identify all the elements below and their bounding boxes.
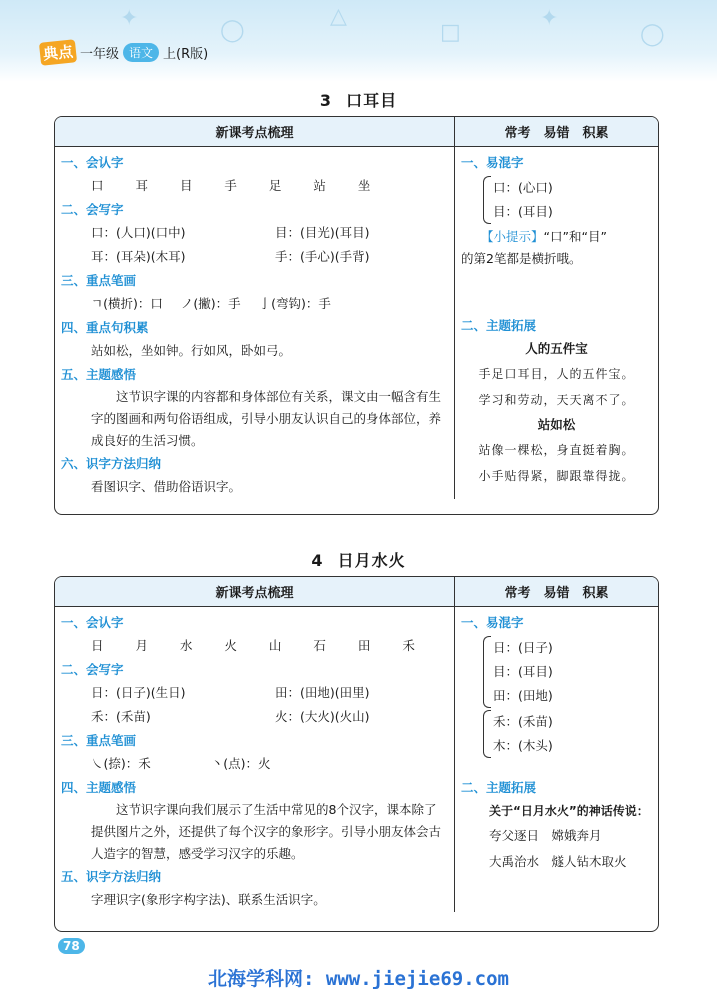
word-group: 耳：(耳朵)(木耳) [91,249,186,264]
tip-label: 【小提示】 [481,229,544,244]
lesson-4-title [0,548,717,571]
stroke-item: ㇏(捺)：禾 [91,756,151,771]
section-heading: 五、主题感悟 [61,367,137,382]
header-band [0,0,717,82]
decor-triangle-icon: △ [330,4,347,29]
lesson-3-title [0,88,717,111]
confusable-group [461,176,652,224]
section-heading: 一、会认字 [61,155,124,170]
section-heading: 三、重点笔画 [61,273,137,288]
grade-label: 一年级 [80,46,120,62]
confusable-item: 田：(田地) [493,688,553,703]
card-header-right: 常考 易错 积累 [504,126,609,141]
lesson-number: 4 [311,551,324,570]
lesson-4-card [54,576,659,932]
card-header-left: 新课考点梳理 [55,117,455,146]
right-column [455,607,658,912]
recognize-chars: 日 月 水 火 山 石 田 禾 [91,638,429,653]
section-heading: 二、主题拓展 [461,318,537,333]
section-heading: 六、识字方法归纳 [61,456,162,471]
decor-circle-icon: ◯ [220,18,245,43]
section-heading: 一、易混字 [461,155,524,170]
card-body [55,147,658,499]
section-heading: 一、易混字 [461,615,524,630]
stroke-list [61,292,448,316]
poem-title: 人的五件宝 [525,341,588,356]
left-column [55,147,455,499]
confusable-item: 目：(耳目) [493,204,553,219]
book-brand [40,40,208,64]
story-row: 大禹治水 燧人钻木取火 [489,854,627,869]
confusable-item: 木：(木头) [493,738,553,753]
section-heading: 二、会写字 [61,202,124,217]
word-group: 目：(目光)(耳目) [275,225,370,240]
word-group: 火：(大火)(火山) [275,709,370,724]
word-group: 手：(手心)(手背) [275,249,370,264]
write-chars-row [61,681,448,705]
theme-paragraph: 这节识字课向我们展示了生活中常见的8个汉字，课本除了提供图片之外，还提供了每个汉字的象形字。引导小朋友体会古人造字的智慧，感受学习汉字的乐趣。 [91,802,442,861]
tip-text: “口”和“目” [543,229,607,244]
card-header [55,117,658,147]
lesson-number: 3 [319,91,333,110]
decor-star-icon: ✦ [540,6,559,31]
stroke-item: 亅(弯钩)：手 [258,296,331,311]
card-header [55,577,658,607]
card-header-left: 新课考点梳理 [55,577,455,606]
poem-line: 小手贴得紧，脚跟靠得拢。 [478,469,635,483]
confusable-item: 禾：(禾苗) [493,714,553,729]
write-chars-row [61,705,448,729]
section-heading: 三、重点笔画 [61,733,137,748]
brand-logo: 典点 [39,39,77,66]
poem-line: 学习和劳动，天天离不了。 [478,393,635,407]
subject-badge: 语文 [123,43,159,62]
key-sentence: 站如松，坐如钟。行如风，卧如弓。 [91,343,292,358]
decor-circle-icon: ◯ [640,22,665,47]
stroke-item: ノ(撇)：手 [180,296,241,311]
section-heading: 四、主题感悟 [61,780,137,795]
stroke-item: 丶(点)：火 [210,756,271,771]
method-text: 看图识字、借助俗语识字。 [91,479,242,494]
recognize-chars: 口 耳 目 手 足 站 坐 [91,178,385,193]
brace-mark [483,710,491,758]
section-heading: 四、重点句积累 [61,320,149,335]
section-heading: 二、主题拓展 [461,780,537,795]
section-heading: 一、会认字 [61,615,124,630]
word-group: 禾：(禾苗) [91,709,151,724]
theme-paragraph: 这节识字课的内容都和身体部位有关系，课文由一幅含有生字的图画和两句俗语组成，引导小朋友认识自己的身体部位，养成良好的生活习惯。 [91,389,442,448]
poem-line: 手足口耳目，人的五件宝。 [478,367,635,381]
lesson-3-card [54,116,659,515]
confusable-item: 目：(耳目) [493,664,553,679]
watermark-text: 北海学科网: www.jiejie69.com [208,968,509,990]
brace-mark [483,176,491,224]
stroke-list [61,752,448,776]
write-chars-row [61,221,448,245]
confusable-group [461,636,652,708]
page-number: 78 [58,938,85,954]
word-group: 日：(日子)(生日) [91,685,186,700]
lesson-name: 口耳目 [346,91,398,110]
right-column [455,147,658,499]
confusable-item: 日：(日子) [493,640,553,655]
confusable-item: 口：(心口) [493,180,553,195]
section-heading: 二、会写字 [61,662,124,677]
poem-title: 站如松 [537,417,576,432]
word-group: 口：(人口)(口中) [91,225,186,240]
card-header-right: 常考 易错 积累 [504,586,609,601]
tip-text-continued: 的第2笔都是横折哦。 [461,251,582,266]
method-text: 字理识字(象形字构字法)、联系生活识字。 [91,892,326,907]
brace-mark [483,636,491,708]
section-heading: 五、识字方法归纳 [61,869,162,884]
lesson-name: 日月水火 [337,551,406,570]
word-group: 田：(田地)(田里) [275,685,370,700]
story-row: 夸父逐日 嫦娥奔月 [489,828,602,843]
card-body [55,607,658,912]
tip-line [461,226,652,248]
confusable-group [461,710,652,758]
poem-line: 站像一棵松，身直挺着胸。 [478,443,635,457]
write-chars-row [61,245,448,269]
story-heading: 关于“日月水火”的神话传说： [489,804,649,818]
volume-label: 上(R版) [163,46,209,62]
decor-star-icon: ✦ [120,6,139,31]
stroke-item: ㄱ(横折)：口 [91,296,163,311]
decor-square-icon: □ [440,20,461,45]
left-column [55,607,455,912]
